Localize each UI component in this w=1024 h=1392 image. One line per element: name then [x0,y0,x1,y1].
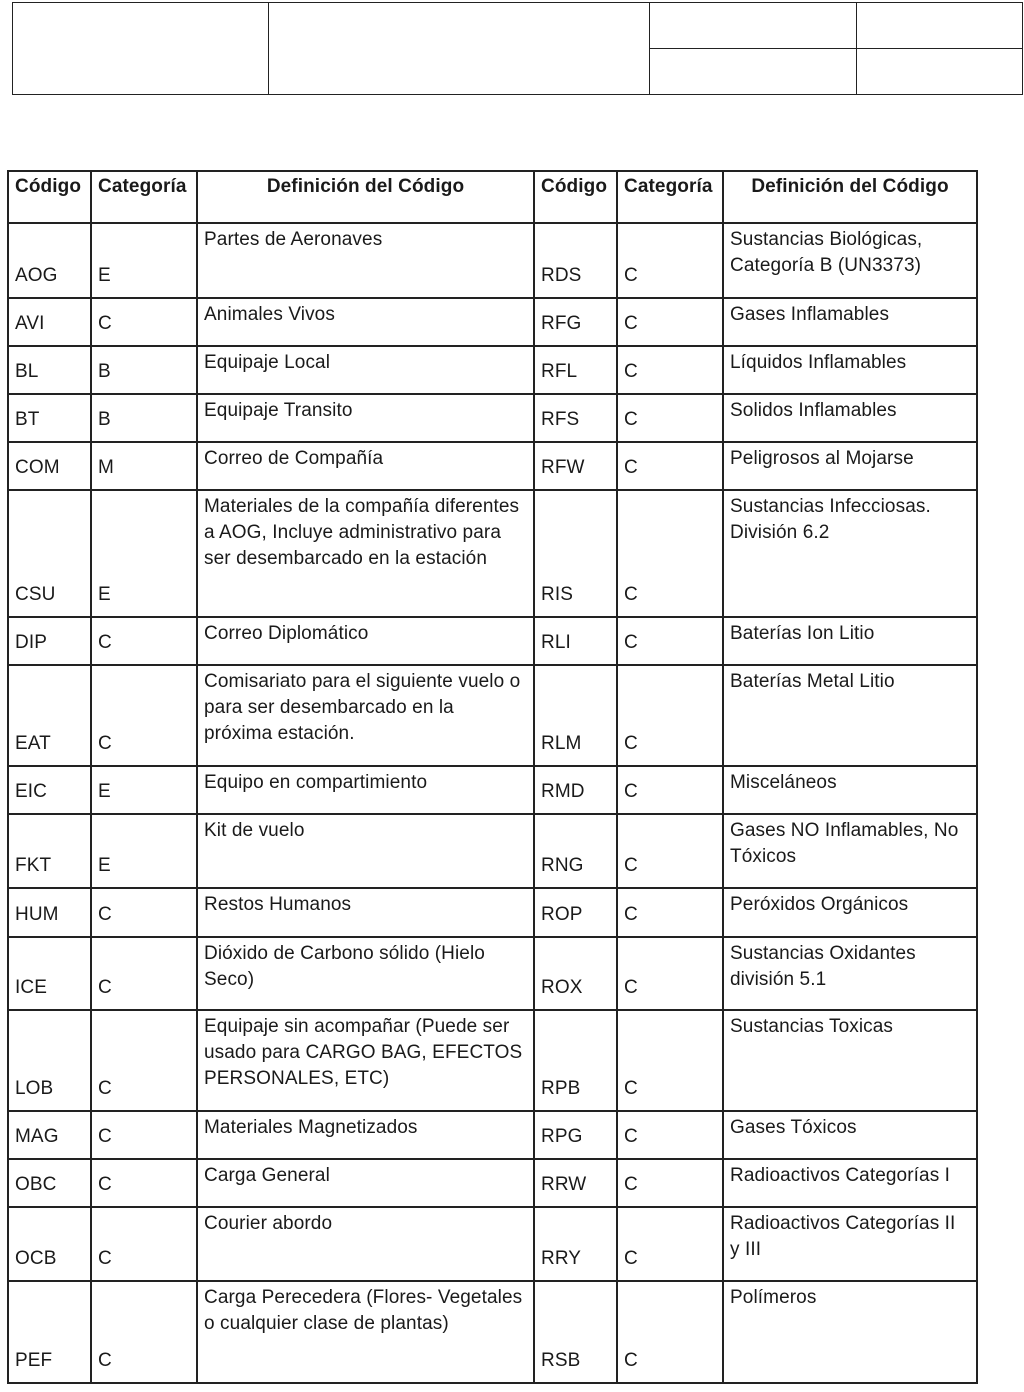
table-row [8,442,977,490]
definition-cell: Restos Humanos [197,888,534,937]
code-cell: BL [8,346,91,394]
table-row [8,766,977,814]
code-cell-right: RSB [534,1281,617,1383]
code-cell-right: ROP [534,888,617,937]
definition-cell: Dióxido de Carbono sólido (Hielo Seco) [197,937,534,1010]
table-row [8,814,977,888]
category-cell: E [91,223,197,298]
definition-cell: Equipaje sin acompañar (Puede ser usado para CARGO BAG, EFECTOS PERSONALES, ETC) [197,1010,534,1111]
category-cell: C [91,888,197,937]
table-row [8,1111,977,1159]
table-row [8,617,977,665]
code-cell-right: RPG [534,1111,617,1159]
column-header-category: Categoría [91,171,197,223]
code-cell: DIP [8,617,91,665]
definition-cell-right: Sustancias Biológicas, Categoría B (UN3373) [723,223,977,298]
code-cell: HUM [8,888,91,937]
code-cell: AVI [8,298,91,346]
code-cell: EAT [8,665,91,766]
code-cell: EIC [8,766,91,814]
category-cell-right: C [617,346,723,394]
definition-cell-right: Misceláneos [723,766,977,814]
category-cell: B [91,394,197,442]
table-row [8,1207,977,1281]
table-row [8,888,977,937]
definition-cell-right: Solidos Inflamables [723,394,977,442]
table-row [8,490,977,617]
category-cell-right: C [617,394,723,442]
category-cell-right: C [617,814,723,888]
definition-cell: Materiales de la compañía diferentes a AOG, Incluye administrativo para ser desembarcado en la estación [197,490,534,617]
definition-cell-right: Baterías Metal Litio [723,665,977,766]
code-cell-right: RLM [534,665,617,766]
category-cell-right: C [617,888,723,937]
definition-cell-right: Polímeros [723,1281,977,1383]
document-header-grid [12,2,1023,95]
definition-cell: Partes de Aeronaves [197,223,534,298]
definition-cell: Equipaje Transito [197,394,534,442]
category-cell: C [91,1159,197,1207]
table-row [8,1281,977,1383]
code-cell: LOB [8,1010,91,1111]
code-cell: COM [8,442,91,490]
definition-cell: Equipo en compartimiento [197,766,534,814]
table-row [8,1010,977,1111]
definition-cell: Materiales Magnetizados [197,1111,534,1159]
category-cell-right: C [617,766,723,814]
code-cell-right: RFS [534,394,617,442]
table-header-row [8,171,977,223]
category-cell-right: C [617,1159,723,1207]
table-row [8,394,977,442]
table-row [8,298,977,346]
definition-cell-right: Sustancias Toxicas [723,1010,977,1111]
definition-cell: Courier abordo [197,1207,534,1281]
category-cell-right: C [617,223,723,298]
category-cell-right: C [617,1207,723,1281]
category-cell-right: C [617,937,723,1010]
category-cell: E [91,814,197,888]
definition-cell-right: Líquidos Inflamables [723,346,977,394]
code-cell: BT [8,394,91,442]
definition-cell-right: Sustancias Oxidantes división 5.1 [723,937,977,1010]
column-header-definition: Definición del Código [197,171,534,223]
code-cell: ICE [8,937,91,1010]
code-cell-right: RRY [534,1207,617,1281]
code-cell-right: RFW [534,442,617,490]
code-cell: MAG [8,1111,91,1159]
table-row [8,346,977,394]
definition-cell: Correo de Compañía [197,442,534,490]
category-cell: C [91,937,197,1010]
category-cell-right: C [617,442,723,490]
code-cell-right: RPB [534,1010,617,1111]
definition-cell: Animales Vivos [197,298,534,346]
category-cell-right: C [617,298,723,346]
code-cell: FKT [8,814,91,888]
category-cell: C [91,298,197,346]
code-cell-right: RIS [534,490,617,617]
code-cell-right: RMD [534,766,617,814]
category-cell: C [91,1281,197,1383]
definition-cell-right: Radioactivos Categorías II y III [723,1207,977,1281]
table-row [8,1159,977,1207]
definition-cell-right: Peligrosos al Mojarse [723,442,977,490]
header-cell-version-value [857,49,1023,95]
table-row [8,223,977,298]
definition-cell-right: Radioactivos Categorías I [723,1159,977,1207]
definition-cell-right: Baterías Ion Litio [723,617,977,665]
header-cell-code-value [857,3,1023,49]
code-cell-right: RFL [534,346,617,394]
code-cell-right: RLI [534,617,617,665]
category-cell: C [91,617,197,665]
code-cell: PEF [8,1281,91,1383]
column-header-category-right: Categoría [617,171,723,223]
code-cell-right: RDS [534,223,617,298]
definition-cell-right: Gases Tóxicos [723,1111,977,1159]
category-cell: M [91,442,197,490]
header-cell-version [650,49,857,95]
definition-cell: Carga Perecedera (Flores- Vegetales o cualquier clase de plantas) [197,1281,534,1383]
category-cell: E [91,490,197,617]
code-cell: OCB [8,1207,91,1281]
code-cell: AOG [8,223,91,298]
category-cell: C [91,1207,197,1281]
category-cell-right: C [617,1111,723,1159]
header-cell-code [650,3,857,49]
category-cell-right: C [617,1010,723,1111]
category-cell-right: C [617,617,723,665]
category-cell: B [91,346,197,394]
category-cell-right: C [617,665,723,766]
category-cell: E [91,766,197,814]
category-cell: C [91,665,197,766]
column-header-definition-right: Definición del Código [723,171,977,223]
definition-cell-right: Peróxidos Orgánicos [723,888,977,937]
definition-cell: Equipaje Local [197,346,534,394]
code-cell: CSU [8,490,91,617]
code-cell-right: RNG [534,814,617,888]
category-cell-right: C [617,490,723,617]
category-cell: C [91,1111,197,1159]
table-row [8,937,977,1010]
code-cell-right: RFG [534,298,617,346]
category-cell: C [91,1010,197,1111]
column-header-code: Código [8,171,91,223]
table-body [8,223,977,1383]
definition-cell-right: Gases NO Inflamables, No Tóxicos [723,814,977,888]
header-cell-title [269,3,650,95]
category-cell-right: C [617,1281,723,1383]
definition-cell: Correo Diplomático [197,617,534,665]
definition-cell: Comisariato para el siguiente vuelo o para ser desembarcado en la próxima estación. [197,665,534,766]
table-row [8,665,977,766]
header-cell-logo [13,3,269,95]
code-cell-right: ROX [534,937,617,1010]
code-cell: OBC [8,1159,91,1207]
definition-cell-right: Sustancias Infecciosas. División 6.2 [723,490,977,617]
column-header-code-right: Código [534,171,617,223]
code-cell-right: RRW [534,1159,617,1207]
cargo-codes-table [7,170,978,1384]
definition-cell: Carga General [197,1159,534,1207]
definition-cell-right: Gases Inflamables [723,298,977,346]
definition-cell: Kit de vuelo [197,814,534,888]
